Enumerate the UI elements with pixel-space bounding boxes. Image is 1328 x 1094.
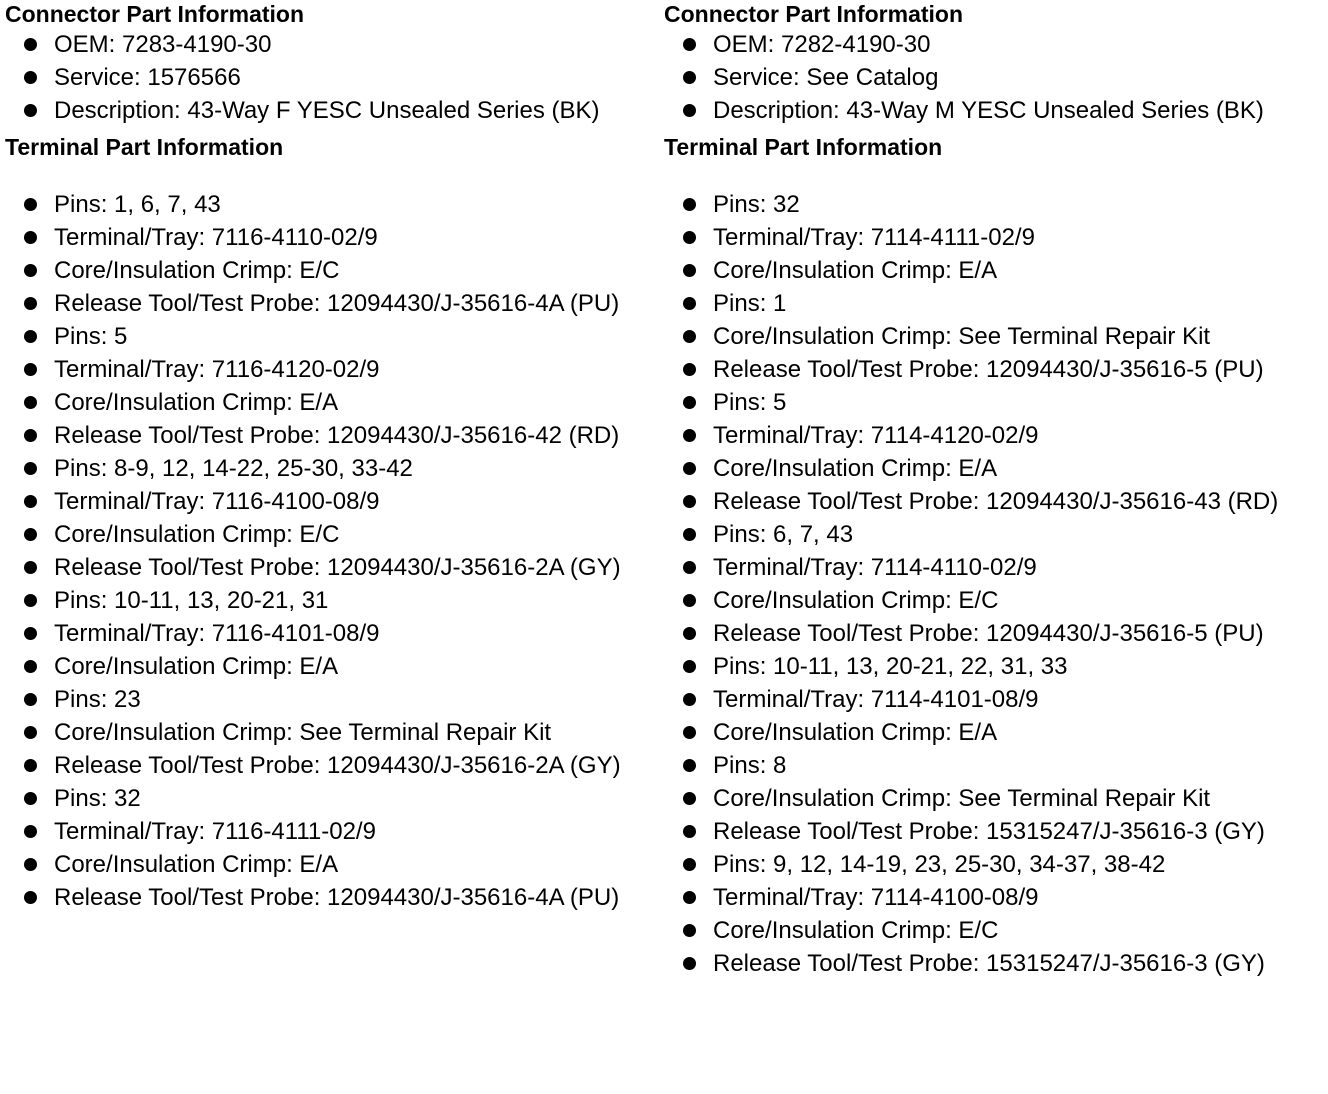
bullet-icon	[24, 462, 37, 475]
connector-info-list	[664, 28, 1324, 127]
terminal-groups	[5, 188, 655, 914]
terminal-heading: Terminal Part Information	[664, 134, 943, 160]
bullet-icon	[24, 561, 37, 574]
list-item	[664, 683, 1324, 716]
list-item-text: Terminal/Tray: 7116-4100-08/9	[54, 488, 380, 515]
list-item-text: Pins: 32	[54, 785, 141, 812]
terminal-group	[5, 188, 655, 320]
list-item-text: Pins: 8-9, 12, 14-22, 25-30, 33-42	[54, 455, 413, 482]
list-item	[664, 419, 1324, 452]
list-item	[5, 188, 655, 221]
list-item-text: Terminal/Tray: 7116-4120-02/9	[54, 356, 380, 383]
left-column	[5, 0, 655, 914]
list-item	[664, 947, 1324, 980]
list-item	[664, 254, 1324, 287]
list-item	[664, 452, 1324, 485]
bullet-icon	[683, 104, 696, 117]
list-item-text: Core/Insulation Crimp: E/A	[54, 653, 339, 680]
bullet-icon	[24, 396, 37, 409]
bullet-icon	[683, 660, 696, 673]
list-item	[664, 28, 1324, 61]
list-item-text: Terminal/Tray: 7114-4110-02/9	[713, 554, 1037, 581]
list-item	[5, 419, 655, 452]
list-item-text: Pins: 9, 12, 14-19, 23, 25-30, 34-37, 38-42	[713, 851, 1166, 878]
bullet-icon	[683, 38, 696, 51]
bullet-icon	[24, 891, 37, 904]
bullet-icon	[683, 792, 696, 805]
list-item-text: Service: See Catalog	[713, 64, 939, 91]
list-item-text: Pins: 8	[713, 752, 787, 779]
bullet-icon	[24, 858, 37, 871]
terminal-group	[664, 518, 1324, 650]
bullet-icon	[24, 594, 37, 607]
list-item	[5, 584, 655, 617]
list-item	[5, 848, 655, 881]
list-item-text: Core/Insulation Crimp: E/A	[54, 389, 339, 416]
bullet-icon	[24, 726, 37, 739]
list-item-text: Description: 43-Way M YESC Unsealed Series (BK)	[713, 97, 1264, 124]
list-item	[5, 94, 655, 127]
bullet-icon	[683, 693, 696, 706]
bullet-icon	[24, 660, 37, 673]
bullet-icon	[683, 462, 696, 475]
list-item	[5, 287, 655, 320]
list-item-text: Core/Insulation Crimp: E/A	[713, 257, 998, 284]
list-item-text: Core/Insulation Crimp: E/C	[713, 917, 999, 944]
bullet-icon	[683, 627, 696, 640]
list-item	[5, 61, 655, 94]
bullet-icon	[24, 38, 37, 51]
list-item	[664, 584, 1324, 617]
list-item	[5, 28, 655, 61]
list-item-text: Pins: 6, 7, 43	[713, 521, 854, 548]
bullet-icon	[24, 792, 37, 805]
list-item-text: Pins: 1, 6, 7, 43	[54, 191, 221, 218]
bullet-icon	[683, 924, 696, 937]
terminal-group	[664, 848, 1324, 980]
list-item-text: Release Tool/Test Probe: 15315247/J-35616-3 (GY)	[713, 818, 1265, 845]
bullet-icon	[683, 528, 696, 541]
connector-heading: Connector Part Information	[664, 1, 964, 27]
bullet-icon	[24, 71, 37, 84]
list-item-text: Core/Insulation Crimp: See Terminal Repair Kit	[54, 719, 552, 746]
connector-info-list	[5, 28, 655, 127]
terminal-group	[5, 782, 655, 914]
list-item-text: Core/Insulation Crimp: E/C	[54, 257, 340, 284]
list-item-text: Core/Insulation Crimp: E/A	[713, 455, 998, 482]
list-item-text: Release Tool/Test Probe: 12094430/J-35616-43 (RD)	[713, 488, 1279, 515]
list-item	[5, 452, 655, 485]
bullet-icon	[24, 231, 37, 244]
terminal-group	[664, 386, 1324, 518]
list-item-text: Core/Insulation Crimp: See Terminal Repair Kit	[713, 323, 1211, 350]
list-item-text: Release Tool/Test Probe: 12094430/J-35616-4A (PU)	[54, 884, 620, 911]
list-item-text: Core/Insulation Crimp: E/C	[54, 521, 340, 548]
list-item-text: OEM: 7282-4190-30	[713, 31, 931, 58]
list-item-text: Terminal/Tray: 7116-4111-02/9	[54, 818, 376, 845]
list-item	[664, 716, 1324, 749]
terminal-group	[5, 320, 655, 452]
bullet-icon	[683, 363, 696, 376]
bullet-icon	[24, 104, 37, 117]
list-item	[664, 848, 1324, 881]
bullet-icon	[24, 528, 37, 541]
list-item-text: OEM: 7283-4190-30	[54, 31, 272, 58]
list-item-text: Pins: 5	[54, 323, 128, 350]
bullet-icon	[683, 297, 696, 310]
bullet-icon	[683, 429, 696, 442]
terminal-groups	[664, 188, 1324, 980]
bullet-icon	[24, 198, 37, 211]
bullet-icon	[683, 759, 696, 772]
list-item	[5, 881, 655, 914]
list-item-text: Pins: 10-11, 13, 20-21, 31	[54, 587, 329, 614]
terminal-group	[664, 188, 1324, 386]
bullet-icon	[683, 396, 696, 409]
bullet-icon	[24, 363, 37, 376]
bullet-icon	[24, 495, 37, 508]
list-item	[664, 749, 1324, 782]
list-item	[664, 353, 1324, 386]
terminal-group	[5, 584, 655, 782]
list-item	[664, 221, 1324, 254]
bullet-icon	[683, 726, 696, 739]
list-item	[664, 815, 1324, 848]
list-item-text: Core/Insulation Crimp: E/A	[54, 851, 339, 878]
list-item	[664, 287, 1324, 320]
list-item-text: Core/Insulation Crimp: E/A	[713, 719, 998, 746]
list-item-text: Terminal/Tray: 7114-4100-08/9	[713, 884, 1039, 911]
list-item	[664, 914, 1324, 947]
bullet-icon	[24, 330, 37, 343]
bullet-icon	[683, 71, 696, 84]
list-item	[5, 221, 655, 254]
list-item	[5, 518, 655, 551]
bullet-icon	[683, 495, 696, 508]
list-item-text: Core/Insulation Crimp: See Terminal Repair Kit	[713, 785, 1211, 812]
list-item	[664, 551, 1324, 584]
bullet-icon	[24, 264, 37, 277]
list-item	[5, 617, 655, 650]
bullet-icon	[24, 429, 37, 442]
right-column	[664, 0, 1324, 980]
list-item-text: Pins: 32	[713, 191, 800, 218]
list-item	[664, 881, 1324, 914]
list-item-text: Release Tool/Test Probe: 12094430/J-35616-4A (PU)	[54, 290, 620, 317]
bullet-icon	[683, 330, 696, 343]
list-item-text: Release Tool/Test Probe: 12094430/J-35616-2A (GY)	[54, 752, 621, 779]
list-item-text: Terminal/Tray: 7114-4101-08/9	[713, 686, 1039, 713]
list-item-text: Release Tool/Test Probe: 12094430/J-35616-5 (PU)	[713, 356, 1264, 383]
list-item-text: Terminal/Tray: 7116-4110-02/9	[54, 224, 378, 251]
list-item	[5, 815, 655, 848]
list-item	[664, 94, 1324, 127]
bullet-icon	[24, 627, 37, 640]
list-item	[664, 320, 1324, 353]
list-item	[5, 353, 655, 386]
list-item	[5, 749, 655, 782]
list-item-text: Core/Insulation Crimp: E/C	[713, 587, 999, 614]
list-item	[664, 617, 1324, 650]
list-item-text: Terminal/Tray: 7114-4111-02/9	[713, 224, 1035, 251]
bullet-icon	[683, 891, 696, 904]
bullet-icon	[24, 297, 37, 310]
list-item	[664, 650, 1324, 683]
list-item-text: Release Tool/Test Probe: 12094430/J-35616-42 (RD)	[54, 422, 620, 449]
list-item-text: Pins: 1	[713, 290, 787, 317]
list-item-text: Release Tool/Test Probe: 12094430/J-35616-2A (GY)	[54, 554, 621, 581]
list-item	[664, 61, 1324, 94]
list-item-text: Terminal/Tray: 7116-4101-08/9	[54, 620, 380, 647]
list-item-text: Release Tool/Test Probe: 15315247/J-35616-3 (GY)	[713, 950, 1265, 977]
list-item	[5, 716, 655, 749]
list-item-text: Service: 1576566	[54, 64, 241, 91]
list-item	[664, 485, 1324, 518]
list-item	[5, 551, 655, 584]
terminal-group	[5, 452, 655, 584]
bullet-icon	[24, 693, 37, 706]
bullet-icon	[683, 198, 696, 211]
connector-heading: Connector Part Information	[5, 1, 305, 27]
list-item	[5, 320, 655, 353]
bullet-icon	[683, 561, 696, 574]
list-item	[664, 386, 1324, 419]
list-item	[5, 782, 655, 815]
bullet-icon	[683, 231, 696, 244]
bullet-icon	[24, 759, 37, 772]
bullet-icon	[683, 825, 696, 838]
list-item	[664, 518, 1324, 551]
bullet-icon	[683, 264, 696, 277]
terminal-heading: Terminal Part Information	[5, 134, 284, 160]
bullet-icon	[683, 858, 696, 871]
list-item	[5, 650, 655, 683]
list-item	[5, 683, 655, 716]
list-item-text: Pins: 23	[54, 686, 141, 713]
list-item-text: Description: 43-Way F YESC Unsealed Series (BK)	[54, 97, 600, 124]
terminal-group	[664, 650, 1324, 848]
bullet-icon	[683, 594, 696, 607]
list-item-text: Pins: 10-11, 13, 20-21, 22, 31, 33	[713, 653, 1068, 680]
list-item-text: Pins: 5	[713, 389, 787, 416]
bullet-icon	[683, 957, 696, 970]
list-item-text: Terminal/Tray: 7114-4120-02/9	[713, 422, 1039, 449]
list-item	[5, 485, 655, 518]
list-item	[5, 386, 655, 419]
list-item	[664, 782, 1324, 815]
list-item-text: Release Tool/Test Probe: 12094430/J-35616-5 (PU)	[713, 620, 1264, 647]
bullet-icon	[24, 825, 37, 838]
list-item	[664, 188, 1324, 221]
list-item	[5, 254, 655, 287]
